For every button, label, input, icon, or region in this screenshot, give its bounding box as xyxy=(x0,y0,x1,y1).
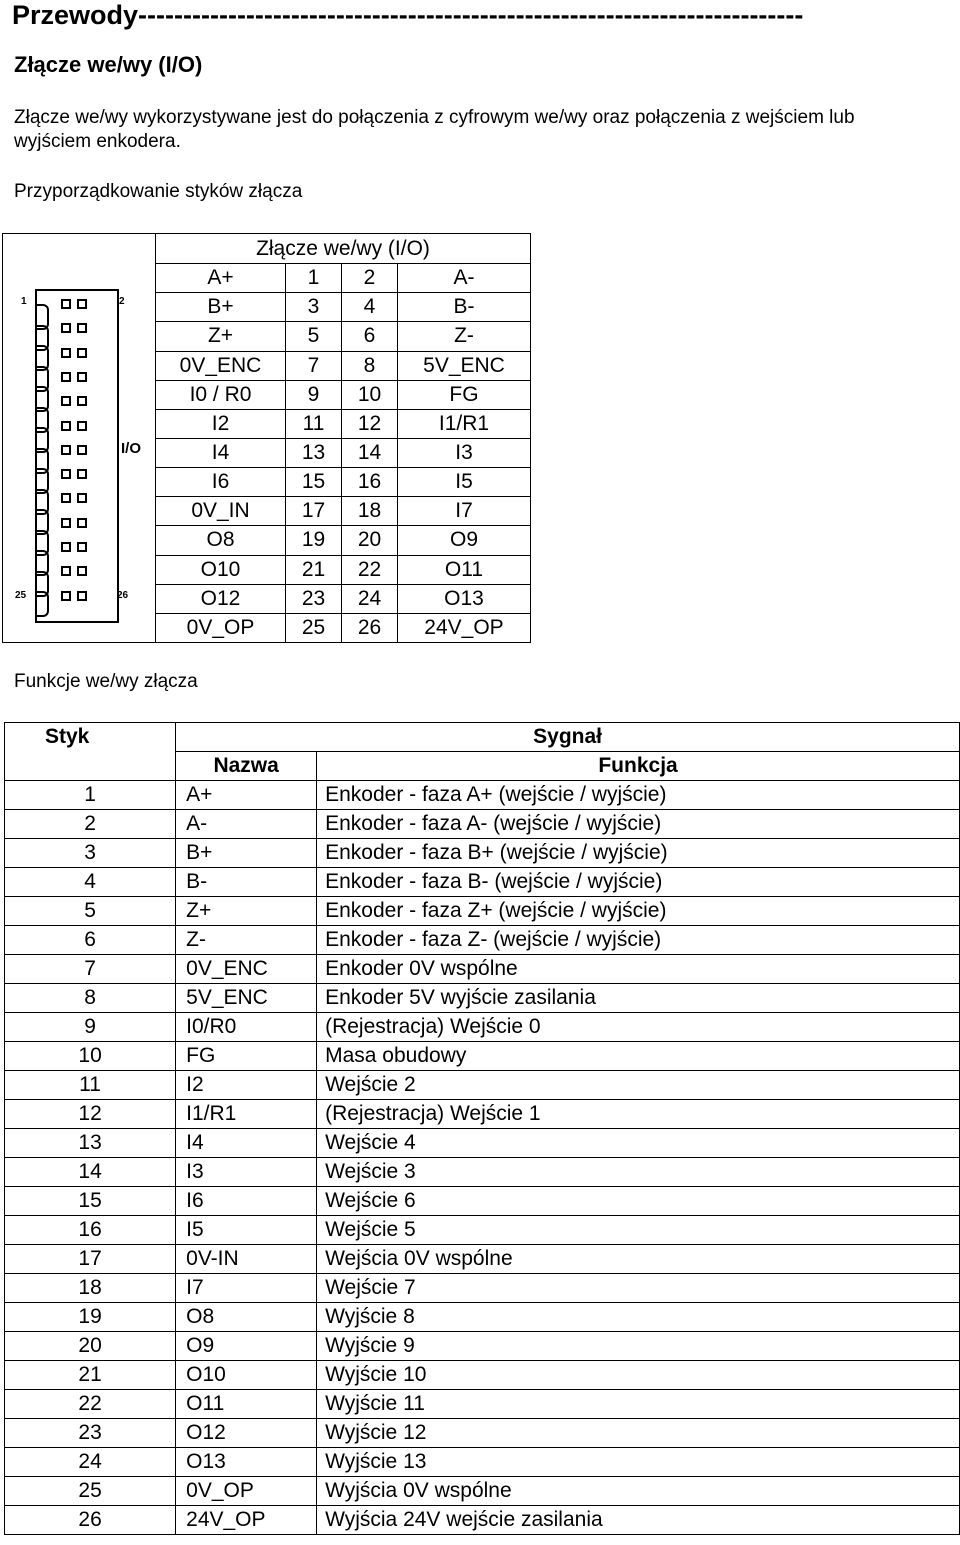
func-description: Wyjście 10 xyxy=(317,1361,960,1390)
func-pin-number: 17 xyxy=(5,1245,176,1274)
func-pin-number: 10 xyxy=(5,1042,176,1071)
pin-signal-even: I3 xyxy=(398,438,531,467)
func-signal-name: Z+ xyxy=(176,897,317,926)
functions-table xyxy=(4,722,960,1535)
pin-signal-odd: O10 xyxy=(156,555,286,584)
func-row xyxy=(5,1448,960,1477)
func-pin-number: 26 xyxy=(5,1506,176,1535)
func-pin-number: 20 xyxy=(5,1332,176,1361)
connector-diagram xyxy=(3,234,155,642)
func-pin-number: 23 xyxy=(5,1419,176,1448)
pin-table-header: Złącze we/wy (I/O) xyxy=(156,234,531,264)
connector-pin-1-label: 1 xyxy=(21,296,27,307)
connector-diagram-cell xyxy=(3,234,156,643)
pin-number-odd: 25 xyxy=(286,613,342,642)
func-table-header-row xyxy=(5,723,960,752)
func-row xyxy=(5,1419,960,1448)
func-description: Wyjście 8 xyxy=(317,1303,960,1332)
func-signal-name: A+ xyxy=(176,781,317,810)
func-signal-name: 5V_ENC xyxy=(176,984,317,1013)
pin-signal-odd: I4 xyxy=(156,438,286,467)
connector-pin-square xyxy=(61,542,71,552)
func-signal-name: I7 xyxy=(176,1274,317,1303)
func-description: (Rejestracja) Wejście 1 xyxy=(317,1100,960,1129)
func-signal-name: O12 xyxy=(176,1419,317,1448)
func-row xyxy=(5,781,960,810)
pin-signal-even: O13 xyxy=(398,584,531,613)
connector-pin-square xyxy=(77,469,87,479)
pin-signal-even: FG xyxy=(398,380,531,409)
pin-number-odd: 3 xyxy=(286,293,342,322)
func-row xyxy=(5,1216,960,1245)
pin-signal-even: I7 xyxy=(398,497,531,526)
func-pin-number: 19 xyxy=(5,1303,176,1332)
func-row xyxy=(5,1361,960,1390)
pin-signal-even: I5 xyxy=(398,468,531,497)
func-row xyxy=(5,1013,960,1042)
pin-number-even: 4 xyxy=(342,293,398,322)
functions-heading: Funkcje we/wy złącza xyxy=(14,671,198,692)
pin-number-odd: 17 xyxy=(286,497,342,526)
pin-number-even: 22 xyxy=(342,555,398,584)
pin-signal-odd: B+ xyxy=(156,293,286,322)
assignment-heading: Przyporządkowanie styków złącza xyxy=(14,181,303,202)
pin-signal-even: 5V_ENC xyxy=(398,351,531,380)
func-row xyxy=(5,1071,960,1100)
pin-signal-odd: O12 xyxy=(156,584,286,613)
func-table-subheader-row xyxy=(5,752,960,781)
func-pin-number: 22 xyxy=(5,1390,176,1419)
connector-pin-26-label: 26 xyxy=(117,590,129,601)
connector-pin-square xyxy=(77,566,87,576)
pin-signal-even: O11 xyxy=(398,555,531,584)
pin-number-odd: 23 xyxy=(286,584,342,613)
connector-pin-square xyxy=(61,469,71,479)
func-description: Enkoder - faza A+ (wejście / wyjście) xyxy=(317,781,960,810)
func-row xyxy=(5,810,960,839)
pin-number-odd: 15 xyxy=(286,468,342,497)
pin-table-header-row xyxy=(3,234,531,264)
pin-number-odd: 7 xyxy=(286,351,342,380)
func-pin-number: 24 xyxy=(5,1448,176,1477)
func-signal-name: FG xyxy=(176,1042,317,1071)
connector-pin-square xyxy=(61,348,71,358)
func-pin-number: 2 xyxy=(5,810,176,839)
func-signal-name: O13 xyxy=(176,1448,317,1477)
func-pin-number: 3 xyxy=(5,839,176,868)
pin-number-even: 26 xyxy=(342,613,398,642)
connector-pin-25-label: 25 xyxy=(15,590,27,601)
func-row xyxy=(5,1303,960,1332)
connector-pin-square xyxy=(61,566,71,576)
func-description: Wejście 6 xyxy=(317,1187,960,1216)
pin-number-odd: 5 xyxy=(286,322,342,351)
pin-signal-even: O9 xyxy=(398,526,531,555)
func-description: Wejście 7 xyxy=(317,1274,960,1303)
header-funkcja: Funkcja xyxy=(317,752,960,781)
connector-pin-square xyxy=(77,348,87,358)
func-signal-name: I6 xyxy=(176,1187,317,1216)
func-signal-name: I5 xyxy=(176,1216,317,1245)
func-row xyxy=(5,955,960,984)
section-heading: Złącze we/wy (I/O) xyxy=(14,52,203,77)
func-pin-number: 8 xyxy=(5,984,176,1013)
func-row xyxy=(5,897,960,926)
pin-number-even: 6 xyxy=(342,322,398,351)
pin-number-even: 18 xyxy=(342,497,398,526)
connector-pin-square xyxy=(61,323,71,333)
func-description: Wyjście 12 xyxy=(317,1419,960,1448)
func-description: Wyjście 11 xyxy=(317,1390,960,1419)
func-pin-number: 7 xyxy=(5,955,176,984)
func-description: Enkoder - faza B- (wejście / wyjście) xyxy=(317,868,960,897)
connector-pin-square xyxy=(61,421,71,431)
connector-pin-square xyxy=(77,396,87,406)
func-description: Wyjście 9 xyxy=(317,1332,960,1361)
pin-signal-even: B- xyxy=(398,293,531,322)
func-signal-name: 0V_OP xyxy=(176,1477,317,1506)
func-description: Enkoder 0V wspólne xyxy=(317,955,960,984)
pin-signal-odd: O8 xyxy=(156,526,286,555)
func-signal-name: I0/R0 xyxy=(176,1013,317,1042)
pin-signal-odd: I6 xyxy=(156,468,286,497)
connector-pin-square xyxy=(77,591,87,601)
connector-rib xyxy=(37,591,49,617)
page-title: Przewody-------------------------------------------------------------------------- xyxy=(12,0,804,30)
pin-signal-odd: Z+ xyxy=(156,322,286,351)
func-signal-name: O11 xyxy=(176,1390,317,1419)
pin-number-odd: 1 xyxy=(286,264,342,293)
func-description: Enkoder 5V wyjście zasilania xyxy=(317,984,960,1013)
func-pin-number: 14 xyxy=(5,1158,176,1187)
func-description: Masa obudowy xyxy=(317,1042,960,1071)
pin-number-odd: 11 xyxy=(286,409,342,438)
func-row xyxy=(5,926,960,955)
header-sygnal: Sygnał xyxy=(176,723,960,752)
func-pin-number: 6 xyxy=(5,926,176,955)
pin-number-even: 24 xyxy=(342,584,398,613)
pin-signal-even: I1/R1 xyxy=(398,409,531,438)
func-row xyxy=(5,1477,960,1506)
connector-pin-square xyxy=(61,299,71,309)
pin-number-odd: 13 xyxy=(286,438,342,467)
func-row xyxy=(5,1187,960,1216)
func-pin-number: 5 xyxy=(5,897,176,926)
pin-assignment-table xyxy=(2,233,531,643)
func-signal-name: 0V_ENC xyxy=(176,955,317,984)
connector-pin-square xyxy=(77,518,87,528)
func-row xyxy=(5,1332,960,1361)
connector-pin-square xyxy=(77,542,87,552)
func-description: Wyjścia 0V wspólne xyxy=(317,1477,960,1506)
connector-pin-square xyxy=(61,445,71,455)
pin-signal-odd: A+ xyxy=(156,264,286,293)
connector-pin-square xyxy=(61,396,71,406)
func-signal-name: O8 xyxy=(176,1303,317,1332)
func-pin-number: 12 xyxy=(5,1100,176,1129)
func-row xyxy=(5,868,960,897)
func-description: Wejście 3 xyxy=(317,1158,960,1187)
pin-number-even: 10 xyxy=(342,380,398,409)
func-signal-name: I2 xyxy=(176,1071,317,1100)
connector-pin-square xyxy=(77,493,87,503)
func-row xyxy=(5,1129,960,1158)
func-description: Enkoder - faza Z+ (wejście / wyjście) xyxy=(317,897,960,926)
func-pin-number: 9 xyxy=(5,1013,176,1042)
pin-signal-even: A- xyxy=(398,264,531,293)
connector-pin-square xyxy=(61,493,71,503)
connector-pin-2-label: 2 xyxy=(119,296,125,307)
func-row xyxy=(5,1042,960,1071)
func-description: Wejścia 0V wspólne xyxy=(317,1245,960,1274)
func-signal-name: Z- xyxy=(176,926,317,955)
pin-signal-odd: I2 xyxy=(156,409,286,438)
pin-number-even: 8 xyxy=(342,351,398,380)
connector-pin-square xyxy=(77,445,87,455)
func-row xyxy=(5,839,960,868)
pin-signal-even: Z- xyxy=(398,322,531,351)
pin-signal-odd: 0V_OP xyxy=(156,613,286,642)
func-pin-number: 25 xyxy=(5,1477,176,1506)
func-description: Wejście 2 xyxy=(317,1071,960,1100)
func-signal-name: I4 xyxy=(176,1129,317,1158)
func-description: Enkoder - faza Z- (wejście / wyjście) xyxy=(317,926,960,955)
func-row xyxy=(5,1158,960,1187)
func-description: Wyjścia 24V wejście zasilania xyxy=(317,1506,960,1535)
func-pin-number: 18 xyxy=(5,1274,176,1303)
func-signal-name: O9 xyxy=(176,1332,317,1361)
func-signal-name: I3 xyxy=(176,1158,317,1187)
func-row xyxy=(5,984,960,1013)
func-pin-number: 13 xyxy=(5,1129,176,1158)
func-description: Wyjście 13 xyxy=(317,1448,960,1477)
func-description: (Rejestracja) Wejście 0 xyxy=(317,1013,960,1042)
func-description: Enkoder - faza A- (wejście / wyjście) xyxy=(317,810,960,839)
header-nazwa: Nazwa xyxy=(176,752,317,781)
func-pin-number: 21 xyxy=(5,1361,176,1390)
connector-pin-square xyxy=(61,372,71,382)
intro-paragraph: Złącze we/wy wykorzystywane jest do połączenia z cyfrowym we/wy oraz połączenia z wejściem lub wyjściem enkodera. xyxy=(14,107,855,152)
func-signal-name: I1/R1 xyxy=(176,1100,317,1129)
pin-number-odd: 21 xyxy=(286,555,342,584)
pin-number-even: 20 xyxy=(342,526,398,555)
func-signal-name: 24V_OP xyxy=(176,1506,317,1535)
func-signal-name: B+ xyxy=(176,839,317,868)
connector-pin-square xyxy=(77,299,87,309)
func-pin-number: 15 xyxy=(5,1187,176,1216)
pin-number-odd: 9 xyxy=(286,380,342,409)
func-pin-number: 1 xyxy=(5,781,176,810)
func-row xyxy=(5,1274,960,1303)
pin-number-even: 14 xyxy=(342,438,398,467)
connector-pin-square xyxy=(61,518,71,528)
func-signal-name: B- xyxy=(176,868,317,897)
func-signal-name: 0V-IN xyxy=(176,1245,317,1274)
pin-number-even: 12 xyxy=(342,409,398,438)
func-description: Wejście 5 xyxy=(317,1216,960,1245)
connector-pin-square xyxy=(77,323,87,333)
func-signal-name: O10 xyxy=(176,1361,317,1390)
func-row xyxy=(5,1100,960,1129)
func-description: Enkoder - faza B+ (wejście / wyjście) xyxy=(317,839,960,868)
connector-pin-square xyxy=(77,372,87,382)
pin-signal-odd: 0V_ENC xyxy=(156,351,286,380)
pin-number-even: 16 xyxy=(342,468,398,497)
func-pin-number: 11 xyxy=(5,1071,176,1100)
func-pin-number: 4 xyxy=(5,868,176,897)
pin-signal-odd: 0V_IN xyxy=(156,497,286,526)
connector-pin-square xyxy=(77,421,87,431)
func-row xyxy=(5,1245,960,1274)
pin-number-even: 2 xyxy=(342,264,398,293)
connector-pin-square xyxy=(61,591,71,601)
header-styk: Styk xyxy=(5,723,176,752)
func-row xyxy=(5,1506,960,1535)
func-signal-name: A- xyxy=(176,810,317,839)
pin-signal-even: 24V_OP xyxy=(398,613,531,642)
func-pin-number: 16 xyxy=(5,1216,176,1245)
header-styk-blank xyxy=(5,752,176,781)
pin-number-odd: 19 xyxy=(286,526,342,555)
connector-io-label: I/O xyxy=(121,440,142,457)
pin-signal-odd: I0 / R0 xyxy=(156,380,286,409)
func-description: Wejście 4 xyxy=(317,1129,960,1158)
func-row xyxy=(5,1390,960,1419)
